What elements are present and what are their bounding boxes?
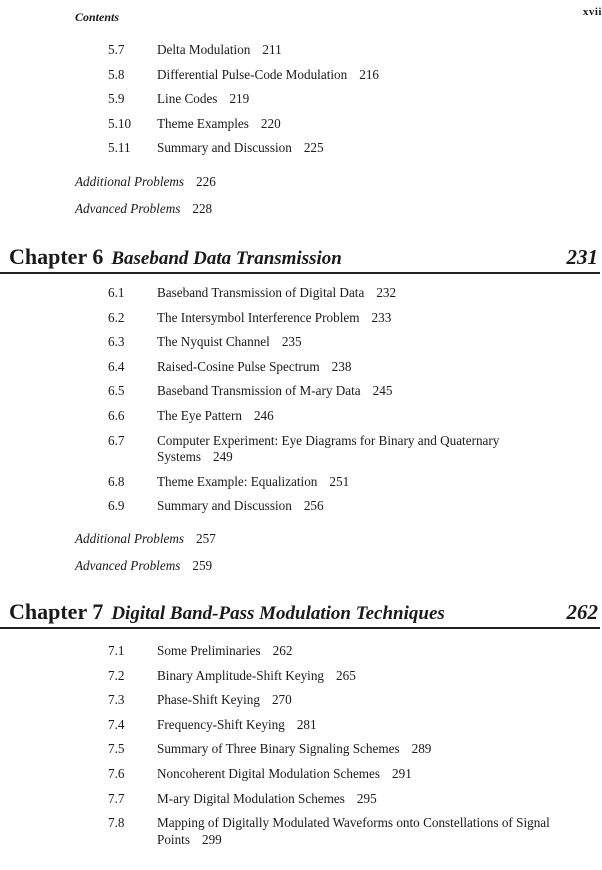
running-head: Contents — [75, 10, 120, 24]
section-title-line — [157, 285, 557, 302]
section-title: Theme Example: Equalization — [157, 473, 318, 489]
section-page: 299 — [201, 831, 222, 847]
toc-entry — [0, 281, 600, 306]
section-title: Baseband Transmission of M-ary Data — [157, 383, 361, 399]
section-title-line — [157, 692, 557, 709]
chapter-title: Baseband Data Transmission — [111, 248, 342, 269]
section-number: 5.9 — [108, 91, 125, 107]
section-page: 232 — [376, 285, 397, 300]
section-title: Differential Pulse-Code Modulation — [157, 66, 348, 82]
section-title-line — [157, 474, 557, 491]
section-title: Phase-Shift Keying — [157, 692, 260, 708]
section-title: Theme Examples — [157, 115, 249, 131]
section-number: 6.3 — [108, 334, 125, 350]
problems-title: Advanced Problems — [75, 201, 181, 216]
section-title: Delta Modulation — [157, 42, 251, 57]
chapter6-section-list — [0, 281, 600, 519]
section-number: 6.6 — [108, 407, 125, 423]
section-title: The Eye Pattern — [157, 407, 242, 423]
section-number: 7.4 — [108, 716, 125, 732]
section-page: 219 — [229, 91, 250, 107]
section-number: 5.10 — [108, 115, 132, 131]
section-title-line — [157, 140, 557, 157]
section-page: 249 — [212, 449, 233, 465]
chapter7-heading — [0, 597, 600, 629]
section-title-line — [157, 791, 557, 808]
section-title-line — [157, 91, 557, 108]
problems-title: Advanced Problems — [75, 558, 181, 573]
toc-entry — [0, 688, 600, 713]
section-title-line — [157, 67, 557, 84]
section-title: M-ary Digital Modulation Schemes — [157, 790, 345, 806]
toc-entry — [0, 470, 600, 495]
chapter-label: Chapter 7 — [9, 599, 104, 624]
section-number: 5.7 — [108, 42, 125, 57]
section-title-line — [157, 408, 557, 425]
section-page: 270 — [271, 692, 292, 708]
section-number: 6.7 — [108, 432, 125, 448]
toc-entry — [0, 737, 600, 762]
section-number: 6.4 — [108, 358, 125, 374]
section-title: Summary and Discussion — [157, 498, 292, 514]
section-number: 7.5 — [108, 741, 125, 757]
section-page: 291 — [392, 765, 412, 781]
problems-title: Additional Problems — [75, 174, 185, 189]
chapter-page: 231 — [566, 245, 598, 269]
section-page: 233 — [371, 309, 392, 325]
section-page: 281 — [296, 716, 317, 732]
problems-page: 226 — [196, 174, 216, 189]
section-page: 225 — [303, 140, 324, 156]
section-number: 6.9 — [108, 498, 125, 514]
toc-entry — [0, 664, 600, 689]
section-title-line — [157, 741, 557, 758]
toc-entry — [0, 494, 600, 519]
section-number: 7.1 — [108, 643, 125, 658]
section-title-line — [157, 815, 557, 848]
toc-entry — [0, 306, 600, 331]
section-title: Noncoherent Digital Modulation Schemes — [157, 765, 381, 781]
section-title-line — [157, 717, 557, 734]
section-number: 6.5 — [108, 383, 125, 399]
toc-entry — [0, 379, 600, 404]
chapter7-section-list — [0, 639, 600, 852]
section-number: 5.11 — [108, 140, 131, 156]
chapter5-problems — [0, 168, 600, 222]
problems-entry — [0, 552, 600, 579]
section-title: Binary Amplitude-Shift Keying — [157, 667, 325, 683]
section-number: 5.8 — [108, 66, 125, 82]
section-number: 6.2 — [108, 309, 125, 325]
section-page: 246 — [253, 407, 274, 423]
section-title: The Nyquist Channel — [157, 334, 270, 350]
section-title: Raised-Cosine Pulse Spectrum — [157, 358, 320, 374]
toc-entry — [0, 63, 600, 88]
chapter-label: Chapter 6 — [9, 244, 104, 269]
toc-entry — [0, 429, 600, 470]
section-page: 251 — [329, 473, 350, 489]
section-title-line — [157, 643, 557, 660]
section-title-line — [157, 383, 557, 400]
section-title-line — [157, 42, 557, 59]
section-number: 6.1 — [108, 285, 125, 300]
section-title-line — [157, 766, 557, 783]
toc-entry — [0, 713, 600, 738]
chapter-page: 262 — [566, 600, 598, 624]
section-title-line — [157, 433, 557, 466]
section-title-line — [157, 310, 557, 327]
toc-entry — [0, 355, 600, 380]
section-page: 216 — [359, 66, 379, 82]
toc-entry — [0, 87, 600, 112]
section-title-line — [157, 359, 557, 376]
section-number: 7.6 — [108, 765, 125, 781]
page-number: xvii — [582, 6, 602, 18]
section-title: Some Preliminaries — [157, 643, 261, 658]
section-title: Computer Experiment: Eye Diagrams for Binary and Quaternary Systems — [157, 432, 500, 465]
section-title: Mapping of Digitally Modulated Waveforms onto Constellations of Signal Points — [157, 815, 550, 847]
toc-entry — [0, 38, 600, 63]
section-number: 7.3 — [108, 692, 125, 708]
section-page: 211 — [262, 42, 282, 57]
problems-title: Additional Problems — [75, 531, 185, 546]
chapter6-heading — [0, 242, 600, 274]
problems-page: 257 — [196, 531, 216, 546]
toc-entry — [0, 112, 600, 137]
section-page: 235 — [281, 334, 302, 350]
section-page: 262 — [272, 643, 293, 658]
section-number: 7.8 — [108, 815, 125, 831]
section-title-line — [157, 116, 557, 133]
problems-page: 228 — [192, 201, 213, 216]
toc-entry — [0, 136, 600, 161]
toc-entry — [0, 811, 600, 852]
section-title-line — [157, 334, 557, 351]
section-title: Summary and Discussion — [157, 140, 292, 156]
problems-entry — [0, 195, 600, 222]
section-title: Line Codes — [157, 91, 218, 107]
toc-entry — [0, 762, 600, 787]
section-page: 245 — [372, 383, 393, 399]
problems-entry — [0, 525, 600, 552]
section-page: 265 — [336, 667, 356, 683]
section-page: 256 — [303, 498, 324, 514]
section-title: The Intersymbol Interference Problem — [157, 309, 360, 325]
toc-entry — [0, 639, 600, 664]
toc-entry — [0, 404, 600, 429]
section-title-line — [157, 498, 557, 515]
toc-entry — [0, 787, 600, 812]
chapter5-section-list — [0, 38, 600, 161]
section-title-line — [157, 668, 557, 685]
section-number: 6.8 — [108, 473, 125, 489]
section-title: Summary of Three Binary Signaling Schemes — [157, 741, 400, 757]
toc-entry — [0, 330, 600, 355]
section-number: 7.2 — [108, 667, 125, 683]
section-page: 238 — [331, 358, 352, 374]
chapter-title: Digital Band-Pass Modulation Techniques — [111, 603, 445, 624]
section-number: 7.7 — [108, 790, 125, 806]
section-page: 220 — [260, 115, 281, 131]
section-page: 289 — [411, 741, 432, 757]
section-page: 295 — [356, 790, 377, 806]
chapter6-problems — [0, 525, 600, 579]
section-title: Baseband Transmission of Digital Data — [157, 285, 365, 300]
problems-entry — [0, 168, 600, 195]
section-title: Frequency-Shift Keying — [157, 716, 285, 732]
problems-page: 259 — [192, 558, 213, 573]
